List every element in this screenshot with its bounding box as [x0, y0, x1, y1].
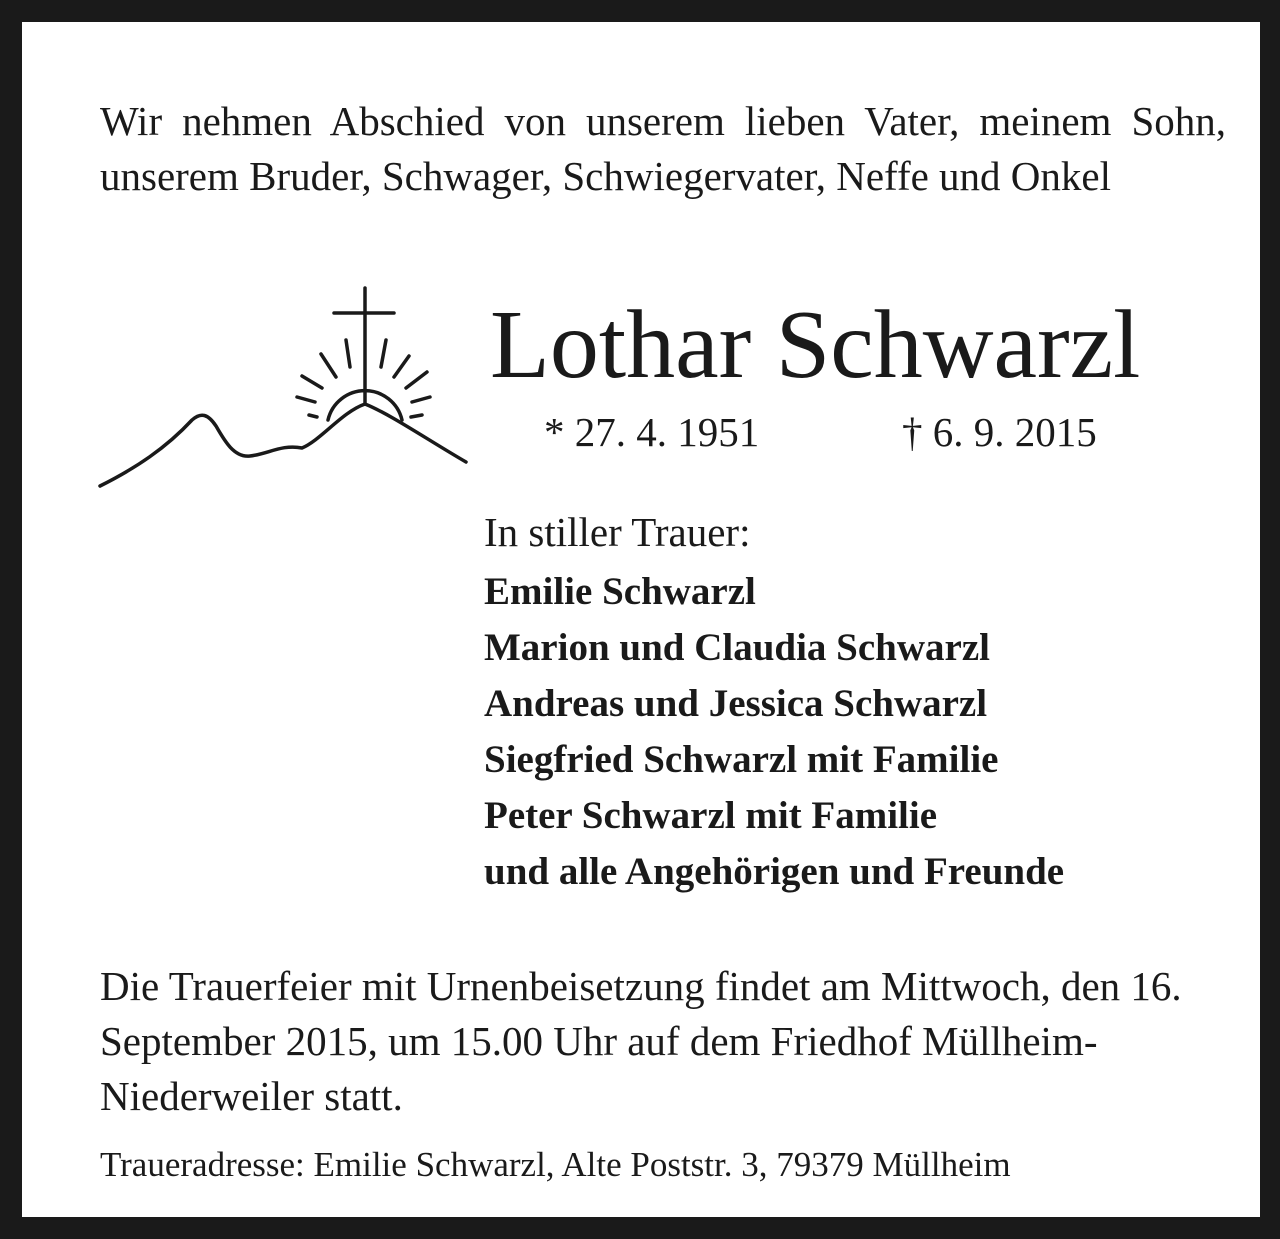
- deceased-name: Lothar Schwarzl: [490, 291, 1141, 399]
- mourning-address: Traueradresse: Emilie Schwarzl, Alte Poststr. 3, 79379 Müllheim: [100, 1145, 1011, 1184]
- service-text: Die Trauerfeier mit Urnenbeisetzung findet am Mittwoch, den 16. September 2015, um 15.00 Uhr auf dem Friedhof Müllheim-Niederweiler statt.: [100, 963, 1182, 1119]
- mourner-name: und alle Angehörigen und Freunde: [484, 850, 1065, 893]
- mourner-name: Siegfried Schwarzl mit Familie: [484, 738, 999, 781]
- mourner-name: Emilie Schwarzl: [484, 570, 756, 613]
- intro-text: Wir nehmen Abschied von unserem lieben Vater, meinem Sohn, unserem Bruder, Schwager, Schwiegervater, Neffe und Onkel: [100, 98, 1226, 199]
- birth-date: * 27. 4. 1951: [544, 409, 760, 455]
- mountain-cross-sunrise-icon: [96, 280, 472, 494]
- mourner-name: Marion und Claudia Schwarzl: [484, 626, 990, 669]
- mourner-name: Andreas und Jessica Schwarzl: [484, 682, 988, 725]
- mourners-list: [484, 564, 1064, 900]
- mourning-label: In stiller Trauer:: [484, 509, 751, 555]
- death-date: † 6. 9. 2015: [902, 409, 1097, 455]
- mourner-name: Peter Schwarzl mit Familie: [484, 794, 938, 837]
